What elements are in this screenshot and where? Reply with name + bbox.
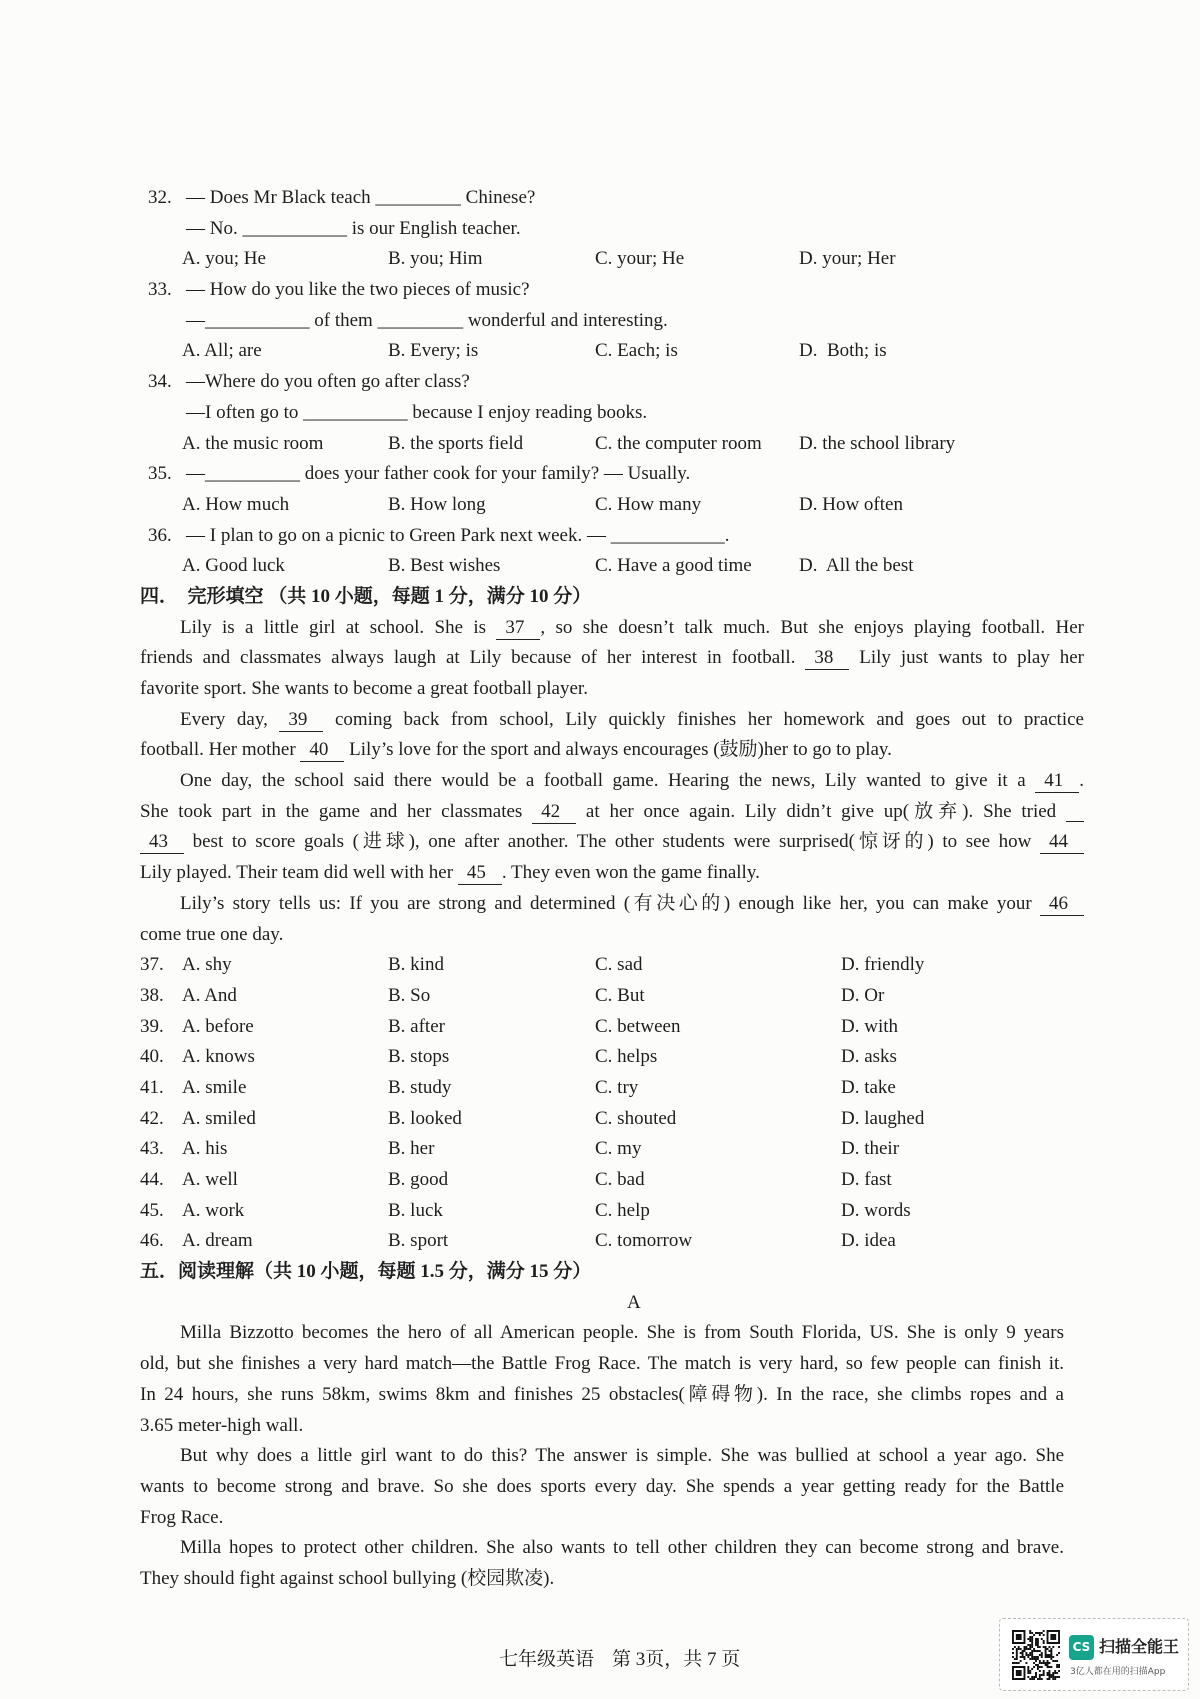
passage-line (140, 858, 1084, 889)
passage-text: favorite sport. She wants to become a great football player. (140, 678, 588, 699)
passage-line (140, 797, 1084, 828)
passage-line (140, 766, 1084, 797)
qr-code (1012, 1630, 1060, 1680)
cloze-option-row (140, 1104, 1084, 1135)
cloze-paragraph (140, 613, 1084, 705)
question-number: 42. (140, 1107, 164, 1129)
cloze-option-row (140, 950, 1084, 981)
answer-blank: 39 (279, 709, 323, 732)
answer-option-d: D. fast (841, 1169, 892, 1190)
answer-option-b: B. study (388, 1076, 452, 1098)
question-36 (140, 521, 1084, 582)
question-line (140, 521, 1084, 552)
answer-option-c: C. shouted (595, 1107, 677, 1129)
answer-option-c: C. sad (595, 954, 643, 976)
passage-line (140, 674, 1084, 705)
answer-blank (1066, 800, 1084, 822)
answer-option-b: B. you; Him (388, 248, 483, 270)
question-34 (140, 367, 1084, 459)
question-number: 45. (140, 1199, 164, 1221)
answer-blank: 45 (458, 862, 502, 885)
answer-option-a: A. smile (182, 1076, 247, 1098)
passage-label: A (627, 1291, 641, 1313)
answer-option-a: A. you; He (182, 248, 266, 270)
cloze-paragraph (140, 705, 1084, 766)
question-line (140, 306, 1084, 337)
passage-text: One day, the school said there would be a football game. Hearing the news, Lily wanted to give it a (180, 770, 1036, 792)
passage-line (140, 827, 1084, 858)
footer-course: 七年级英语 (499, 1649, 595, 1670)
passage-text: She took part in the game and her classmates (140, 800, 533, 822)
answer-blank: 40 (300, 739, 344, 762)
question-line (140, 214, 1084, 245)
passage-line (140, 735, 1084, 766)
answer-option-d: D. Or (841, 984, 885, 1006)
question-number: 40. (140, 1046, 164, 1068)
question-text: — I plan to go on a picnic to Green Park next week. — ____________. (186, 524, 730, 546)
answer-option-a: A. How much (182, 493, 290, 515)
answer-option-d: D. words (841, 1199, 911, 1221)
answer-option-b: B. stops (388, 1046, 450, 1068)
passage-line: old, but she finishes a very hard match—the Battle Frog Race. The match is very hard, so few people can finish it. (140, 1353, 1064, 1375)
answer-option-c: C. try (595, 1076, 639, 1098)
reading-paragraph (140, 1318, 1064, 1441)
answer-option-c: C. between (595, 1015, 681, 1037)
question-number: 35. (148, 463, 172, 485)
scanner-watermark-badge (999, 1618, 1189, 1691)
cloze-option-row (140, 1073, 1084, 1104)
answer-option-a: A. well (182, 1169, 238, 1190)
scanner-app-name: 扫描全能王 (1099, 1637, 1180, 1656)
answer-option-a: A. Good luck (182, 555, 285, 577)
question-text: — How do you like the two pieces of music? (186, 279, 530, 301)
answer-option-b: B. her (388, 1138, 435, 1160)
passage-line (140, 889, 1084, 920)
answer-option-d: D. idea (841, 1230, 896, 1252)
reading-paragraph (140, 1533, 1064, 1594)
answer-blank: 38 (805, 647, 849, 670)
answer-blank: 43 (140, 831, 184, 854)
cloze-paragraph (140, 889, 1084, 950)
page-content (140, 183, 1084, 1595)
scanner-app-tagline: 3亿人都在用的扫描App (1070, 1667, 1166, 1677)
answer-option-b: B. How long (388, 493, 486, 515)
answer-blank: 42 (532, 801, 576, 824)
footer-page-number: 第 3页，共 7 页 (612, 1649, 741, 1670)
answer-option-b: B. Best wishes (388, 555, 501, 577)
answer-option-d: D. their (841, 1138, 900, 1160)
question-text: — Does Mr Black teach _________ Chinese? (186, 187, 536, 208)
answer-option-c: C. the computer room (595, 432, 762, 454)
passage-text: friends and classmates always laugh at Lily because of her interest in football. (140, 647, 806, 669)
passage-text: at her once again. Lily didn’t give up(放弃). She tried (576, 800, 1066, 822)
answer-option-d: D. All the best (799, 555, 914, 577)
question-number: 44. (140, 1169, 164, 1190)
answer-option-b: B. Every; is (388, 340, 479, 362)
answer-option-b: B. sport (388, 1230, 449, 1252)
question-number: 37. (140, 954, 164, 976)
passage-line (140, 643, 1084, 674)
passage-text: Every day, (180, 708, 280, 730)
answer-blank: 37 (496, 617, 540, 640)
answer-option-b: B. kind (388, 954, 444, 976)
passage-text: coming back from school, Lily quickly finishes her homework and goes out to practice (323, 708, 1084, 730)
reading-passage (140, 1318, 1064, 1594)
question-line (140, 275, 1084, 306)
answer-option-c: C. help (595, 1199, 650, 1221)
answer-option-a: A. shy (182, 954, 232, 976)
passage-line: Milla hopes to protect other children. She also wants to tell other children they can become strong and brave. (180, 1537, 1064, 1559)
cloze-option-row (140, 1196, 1084, 1227)
question-number: 36. (148, 524, 172, 546)
question-number: 34. (148, 371, 172, 393)
question-number: 33. (148, 279, 172, 301)
question-number: 32. (148, 187, 172, 208)
answer-option-d: D. How often (799, 493, 903, 515)
answer-options (140, 551, 1084, 582)
answer-option-a: A. And (182, 984, 237, 1006)
passage-text: football. Her mother (140, 739, 301, 761)
answer-option-c: C. tomorrow (595, 1230, 693, 1252)
cloze-options (140, 950, 1084, 1257)
cloze-option-row (140, 1134, 1084, 1165)
question-number: 41. (140, 1076, 164, 1098)
answer-option-c: C. bad (595, 1169, 645, 1190)
passage-text: Lily’s story tells us: If you are strong and determined (有决心的) enough like her, you can make your (180, 892, 1040, 914)
answer-option-c: C. How many (595, 493, 702, 515)
passage-line (140, 705, 1084, 736)
answer-option-b: B. looked (388, 1107, 462, 1129)
answer-option-c: C. But (595, 984, 645, 1006)
answer-option-d: D. asks (841, 1046, 897, 1068)
answer-option-d: D. your; Her (799, 248, 896, 270)
answer-option-b: B. the sports field (388, 432, 524, 454)
answer-option-b: B. luck (388, 1199, 443, 1221)
answer-option-a: A. smiled (182, 1107, 256, 1129)
question-33 (140, 275, 1084, 367)
passage-line: Milla Bizzotto becomes the hero of all American people. She is from South Florida, US. She is only 9 years (180, 1322, 1064, 1344)
passage-line: They should fight against school bullying (校园欺凌). (140, 1567, 555, 1589)
passage-text: best to score goals (进球), one after another. The other students were surprised(惊讶的) to see how (184, 831, 1040, 853)
passage-line (140, 613, 1084, 644)
reading-paragraph (140, 1441, 1064, 1533)
answer-options (140, 336, 1084, 367)
multiple-choice-section (140, 183, 1084, 582)
answer-option-b: B. So (388, 984, 431, 1006)
passage-text: come true one day. (140, 923, 284, 945)
question-number: 38. (140, 984, 164, 1006)
answer-option-d: D. laughed (841, 1107, 925, 1129)
answer-option-a: A. work (182, 1199, 245, 1221)
question-text: — No. ___________ is our English teacher. (186, 217, 521, 239)
passage-line: But why does a little girl want to do this? The answer is simple. She was bullied at school a year ago. She (180, 1445, 1064, 1467)
cloze-option-row (140, 1012, 1084, 1043)
cs-logo-icon: CS (1069, 1635, 1094, 1660)
answer-options (140, 429, 1084, 460)
question-32 (140, 183, 1084, 275)
answer-option-d: D. friendly (841, 954, 925, 976)
answer-blank: 44 (1040, 831, 1084, 854)
cloze-option-row (140, 1042, 1084, 1073)
passage-text: Lily’s love for the sport and always encourages (鼓励)her to go to play. (344, 739, 892, 761)
cloze-section-heading: 四． 完形填空 （共 10 小题，每题 1 分，满分 10 分） (140, 585, 592, 607)
passage-text: Lily is a little girl at school. She is (180, 616, 497, 638)
answer-option-d: D. with (841, 1015, 898, 1037)
answer-blank: 41 (1035, 770, 1079, 793)
cloze-option-row (140, 981, 1084, 1012)
question-line (140, 459, 1084, 490)
answer-option-a: A. the music room (182, 432, 324, 454)
answer-option-a: A. dream (182, 1230, 253, 1252)
answer-options (140, 490, 1084, 521)
answer-option-a: A. before (182, 1015, 254, 1037)
passage-text: . They even won the game finally. (501, 862, 760, 884)
reading-section-heading: 五．阅读理解（共 10 小题，每题 1.5 分，满分 15 分） (140, 1261, 592, 1283)
passage-line: wants to become strong and brave. So she does sports every day. She spends a year getting ready for the Battle (140, 1475, 1064, 1497)
question-text: —__________ does your father cook for your family? — Usually. (186, 463, 691, 485)
answer-option-c: C. helps (595, 1046, 658, 1068)
cloze-paragraph (140, 766, 1084, 889)
question-line (140, 367, 1084, 398)
answer-option-a: A. All; are (182, 340, 262, 362)
passage-text: Lily just wants to play her (849, 647, 1084, 669)
page-footer (480, 1622, 740, 1693)
question-line (140, 398, 1084, 429)
passage-line (140, 920, 1084, 951)
passage-text: , so she doesn’t talk much. But she enjoys playing football. Her (540, 616, 1084, 638)
answer-option-d: D. the school library (799, 432, 956, 454)
answer-option-c: C. Have a good time (595, 555, 752, 577)
passage-text: . (1079, 770, 1084, 792)
cloze-option-row (140, 1165, 1084, 1196)
answer-option-a: A. his (182, 1138, 228, 1160)
answer-options (140, 244, 1084, 275)
answer-option-d: D. take (841, 1076, 896, 1098)
answer-option-c: C. my (595, 1138, 642, 1160)
question-text: —Where do you often go after class? (186, 371, 470, 393)
answer-option-b: B. after (388, 1015, 445, 1037)
cloze-passage (140, 613, 1084, 951)
question-line (140, 183, 1084, 214)
answer-option-d: D. Both; is (799, 340, 887, 362)
question-number: 46. (140, 1230, 164, 1252)
question-35 (140, 459, 1084, 520)
answer-option-c: C. your; He (595, 248, 685, 270)
question-number: 39. (140, 1015, 164, 1037)
question-text: —___________ of them _________ wonderful and interesting. (186, 309, 668, 331)
question-text: —I often go to ___________ because I enjoy reading books. (186, 401, 648, 423)
passage-line: Frog Race. (140, 1506, 224, 1528)
passage-line: 3.65 meter-high wall. (140, 1414, 304, 1436)
answer-blank: 46 (1040, 893, 1084, 916)
passage-line: In 24 hours, she runs 58km, swims 8km and finishes 25 obstacles(障碍物). In the race, she climbs ropes and a (140, 1383, 1064, 1405)
cloze-option-row (140, 1226, 1084, 1257)
answer-option-a: A. knows (182, 1046, 255, 1068)
answer-option-b: B. good (388, 1169, 449, 1190)
question-number: 43. (140, 1138, 164, 1160)
passage-text: Lily played. Their team did well with her (140, 862, 458, 884)
answer-option-c: C. Each; is (595, 340, 678, 362)
